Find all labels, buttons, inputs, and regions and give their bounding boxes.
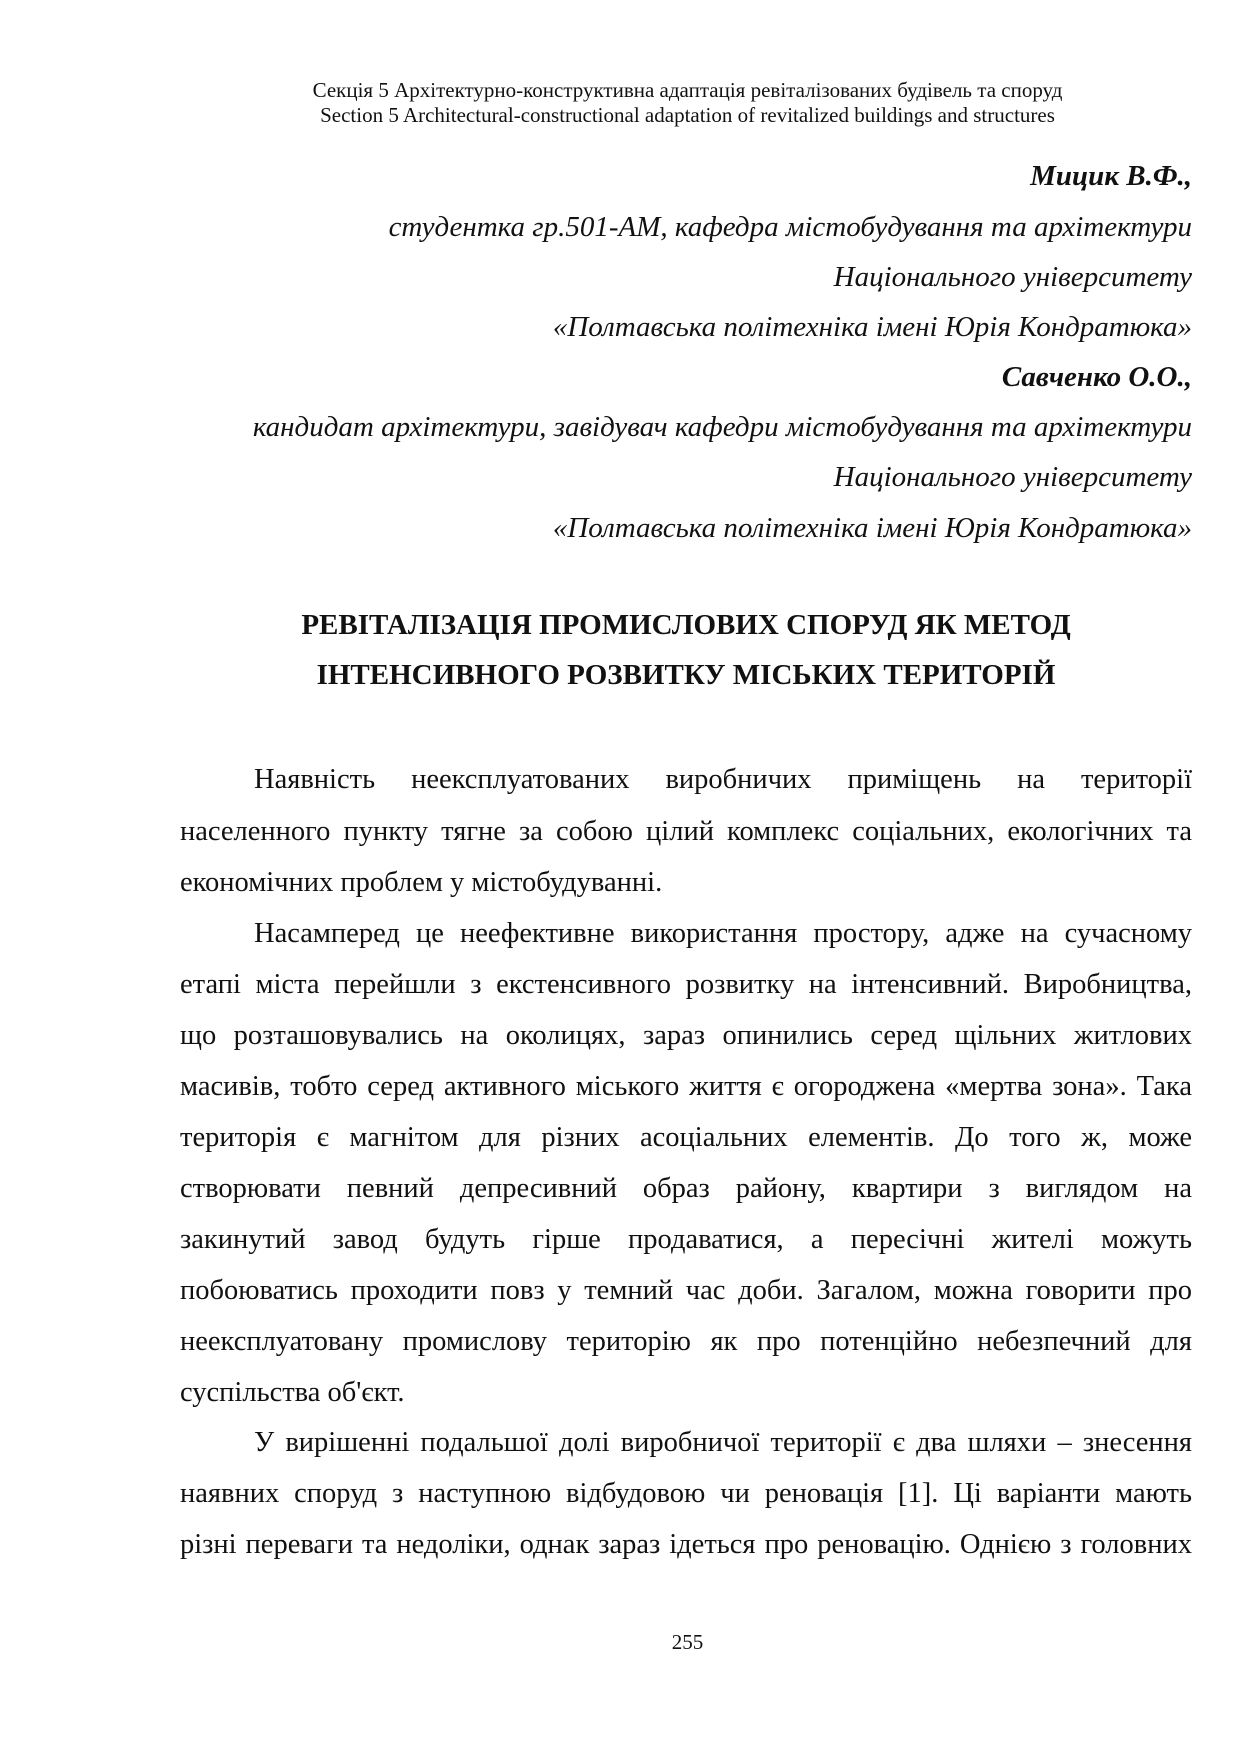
paragraph-line: У вирішенні подальшої долі виробничої території є два шляхи – знесення <box>254 1427 1192 1458</box>
page-number: 255 <box>671 1630 704 1654</box>
author-affiliation: студентка гр.501-АМ, кафедра містобудування та архітектури <box>388 211 1192 243</box>
title-line: РЕВІТАЛІЗАЦІЯ ПРОМИСЛОВИХ СПОРУД ЯК МЕТОД <box>301 609 1071 641</box>
header-ukrainian: Секція 5 Архітектурно-конструктивна адаптація ревіталізованих будівель та споруд <box>312 78 1063 102</box>
author-affiliation: Національного університету <box>833 261 1192 293</box>
paragraph-line: суспільства об'єкт. <box>180 1377 405 1408</box>
paragraph-line: закинутий завод будуть гірше продаватися, а пересічні жителі можуть <box>180 1224 1192 1255</box>
author-affiliation: кандидат архітектури, завідувач кафедри містобудування та архітектури <box>252 411 1192 443</box>
paragraph-line: неексплуатовану промислову територію як про потенційно небезпечний для <box>180 1326 1192 1357</box>
paragraph-line: наявних споруд з наступною відбудовою чи реновація [1]. Ці варіанти мають <box>180 1478 1192 1509</box>
title-line: ІНТЕНСИВНОГО РОЗВИТКУ МІСЬКИХ ТЕРИТОРІЙ <box>316 659 1056 691</box>
paragraph-line: масивів, тобто серед активного міського життя є огороджена «мертва зона». Така <box>180 1071 1192 1102</box>
author-name: Савченко О.О., <box>1001 361 1192 393</box>
author-affiliation: «Полтавська політехніка імені Юрія Кондратюка» <box>552 311 1192 343</box>
paragraph-line: Наявність неексплуатованих виробничих приміщень на території <box>254 764 1192 795</box>
author-name: Мицик В.Ф., <box>1030 160 1192 192</box>
paragraph-line: етапі міста перейшли з екстенсивного розвитку на інтенсивний. Виробництва, <box>180 969 1192 1000</box>
paragraph-line: економічних проблем у містобудуванні. <box>180 867 663 898</box>
paragraph-line: різні переваги та недоліки, однак зараз ідеться про реновацію. Однією з головних <box>180 1529 1192 1560</box>
author-affiliation: Національного університету <box>833 461 1192 493</box>
header-english: Section 5 Architectural-constructional adaptation of revitalized buildings and structures <box>320 103 1055 127</box>
paragraph-line: побоюватись проходити повз у темний час доби. Загалом, можна говорити про <box>180 1275 1192 1306</box>
paragraph-line: що розташовувались на околицях, зараз опинились серед щільних житлових <box>180 1020 1192 1051</box>
paragraph-line: створювати певний депресивний образ району, квартири з виглядом на <box>180 1173 1192 1204</box>
paragraph-line: Насамперед це неефективне використання простору, адже на сучасному <box>254 918 1192 949</box>
paragraph-line: територія є магнітом для різних асоціальних елементів. До того ж, може <box>180 1122 1192 1153</box>
paragraph-line: населенного пункту тягне за собою цілий комплекс соціальних, екологічних та <box>180 816 1192 847</box>
author-affiliation: «Полтавська політехніка імені Юрія Кондратюка» <box>552 512 1192 544</box>
